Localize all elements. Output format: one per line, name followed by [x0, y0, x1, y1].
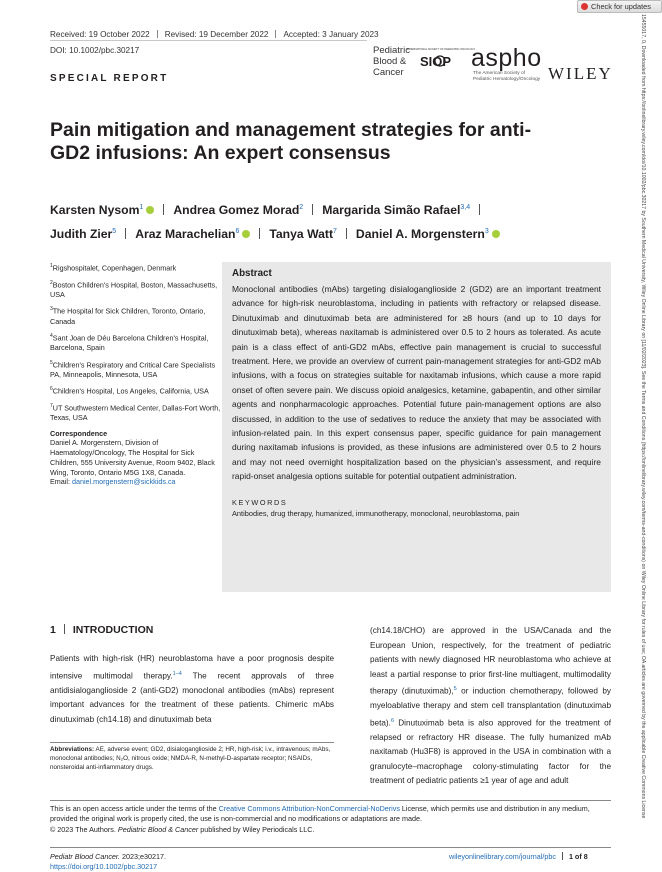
footer-divider	[50, 847, 611, 848]
keywords-heading: KEYWORDS	[232, 497, 288, 507]
received-date: Received: 19 October 2022	[50, 30, 150, 39]
footer-right	[449, 852, 588, 861]
siop-logo-icon	[406, 46, 476, 76]
doi-text: DOI: 10.1002/pbc.30217	[50, 46, 140, 55]
affiliations	[50, 262, 222, 487]
author[interactable]: Karsten Nysom$^1$	[50, 203, 154, 217]
affiliation: $^5$Children's Respiratory and Critical Care Specialists PA, Minneapolis, Minnesota, USA	[50, 359, 216, 379]
abstract-text: Monoclonal antibodies (mAbs) targeting disialoganglioside 2 (GD2) are an important treatment advance for high-risk neuroblastoma, including in patients with refractory or relapsed disease. Dinutuximab and dinutuximab beta are administered for ≥8 hours (and up to 10 days for dinutuximab beta), whereas naxitamab is administered over 0.5 to 2 hours as tolerated. As acute pain is a class effect of anti-GD2 mAbs, effective pain management is crucial to successful treatment. Here, we provide an overview of current pain-management strategies for anti-GD2 mAb infusions, with a focus on strategies suitable for naxitamab infusions, which cause a more rapid onset of often severe pain. We discuss opioid analgesics, ketamine, gabapentin, and other similar agents and nonpharmacologic approaches. Potential future pain-management options are also discussed, in addition to the use of sedatives to reduce the anxiety that may be associated with infusion-related pain. In this expert consensus paper, specific guidance for pain management during naxitamab infusions is provided, as these infusions are administered over 0.5 to 2 hours and may not need overnight hospitalization based on the physician's assessment, and require rapid-onset analgesia options suitable for potential outpatient administration.	[232, 284, 601, 482]
article-title: Pain mitigation and management strategies for anti-GD2 infusions: An expert consensus	[50, 119, 532, 164]
reference-link[interactable]: 1–4	[172, 670, 182, 677]
check-updates-icon	[581, 3, 588, 10]
doi-link[interactable]: https://doi.org/10.1002/pbc.30217	[50, 862, 158, 872]
license-text: This is an open access article under the terms of the Creative Commons Attribution-NonCommercial-NoDerivs License, which permits use and distribution in any medium, provided the original work is properly cited, the use is non-commercial and no modifications or adaptations are made. © 2023 The Authors. Pediatric Blood & Cancer published by Wiley Periodicals LLC.	[50, 804, 590, 834]
page-number: 1 of 8	[568, 852, 588, 861]
abbreviations: Abbreviations: AE, adverse event; GD2, disialoganglioside 2; HR, high-risk; i.v., intravenous; mAbs, monoclonal antibodies; N₂O, nitrous oxide; NMDA-R, N-methyl-D-aspartate receptor; NSAIDs, nonsteroidal anti-inflammatory drugs.	[50, 746, 331, 772]
license-link[interactable]: Creative Commons Attribution-NonCommercial-NoDerivs	[218, 804, 400, 813]
article-type: SPECIAL REPORT	[50, 73, 169, 84]
body-column-right: (ch14.18/CHO) are approved in the USA/Canada and the European Union, respectively, for the treatment of pediatric patients with newly diagnosed HR neuroblastoma who achieve at least a partial response to prior first-line multiagent, multimodality therapy (dinutuximab),$^5$ or induction chemotherapy, followed by myeloablative therapy and stem cell transplantation (dinutuximab beta).$^6$ Dinutuximab beta is also approved for the treatment of relapsed or refractory HR disease. The fully humanized mAb naxitamab (Hu3F8) is approved in the USA in combination with a granulocyte–macrophage colony-stimulating factor for the treatment of pediatric patients ≥1 year of age and adult	[370, 626, 611, 786]
aspho-subtitle: The American Society of Pediatric Hematology/Oncology	[473, 71, 541, 82]
affiliation: $^7$UT Southwestern Medical Center, Dallas-Fort Worth, Texas, USA	[50, 403, 221, 423]
header-divider	[50, 40, 367, 41]
svg-text:SIOP: SIOP	[420, 54, 452, 69]
footer-citation: Pediatr Blood Cancer. 2023;e30217. https://doi.org/10.1002/pbc.30217	[50, 852, 167, 872]
email-link[interactable]: daniel.morgenstern@sickkids.ca	[71, 477, 176, 487]
publisher-logo: WILEY	[548, 64, 613, 83]
affiliation: $^2$Boston Children's Hospital, Boston, Massachusetts, USA	[50, 279, 218, 299]
author[interactable]: Tanya Watt$^7$	[269, 227, 337, 242]
license-divider	[50, 800, 611, 801]
author[interactable]: Daniel A. Morgenstern$^3$	[356, 227, 500, 241]
journal-name: Pediatric Blood & Cancer	[373, 45, 410, 78]
reference-link[interactable]: 5	[453, 686, 457, 692]
aspho-logo: aspho	[471, 44, 542, 72]
check-for-updates-button[interactable]	[577, 0, 662, 13]
abstract-box	[222, 262, 611, 592]
affiliation: $^4$Sant Joan de Déu Barcelona Children's Hospital, Barcelona, Spain	[50, 333, 209, 353]
affiliation: $^3$The Hospital for Sick Children, Toronto, Ontario, Canada	[50, 306, 206, 326]
author[interactable]: Margarida Simão Rafael$^{3,4}$	[322, 203, 471, 218]
correspondence-address: Daniel A. Morgenstern, Division of Haematology/Oncology, The Hospital for Sick Children, 555 University Avenue, Room 9402, Black Wing, Toronto, Ontario M5G 1X8, Canada.	[50, 438, 215, 477]
revised-date: Revised: 19 December 2022	[164, 30, 269, 39]
author[interactable]: Judith Zier$^5$	[50, 227, 117, 242]
journal-url-link[interactable]: wileyonlinelibrary.com/journal/pbc	[449, 852, 556, 861]
author[interactable]: Andrea Gomez Morad$^2$	[173, 203, 304, 218]
orcid-icon[interactable]	[242, 230, 250, 238]
correspondence-heading: Correspondence	[50, 428, 108, 438]
abbreviations-divider	[50, 742, 334, 743]
keywords: Antibodies, drug therapy, humanized, immunotherapy, monoclonal, neuroblastoma, pain	[232, 508, 520, 518]
correspondence-email: Email: daniel.morgenstern@sickkids.ca	[50, 477, 176, 487]
affiliation: $^1$Rigshospitalet, Copenhagen, Denmark	[50, 263, 177, 273]
orcid-icon[interactable]	[492, 230, 500, 238]
section-heading: 1 INTRODUCTION	[50, 624, 154, 636]
author[interactable]: Araz Marachelian$^6$	[135, 227, 250, 241]
download-stamp: 15455017, 0, Downloaded from https://onlinelibrary.wiley.com/doi/10.1002/pbc.30217 by Southern Medical University, Wiley Online Library on [11/02/2023]. See the Terms and Conditions (https://onlinelibrary.wiley.com/terms-and-conditions) on Wiley Online Library for rules of use; OA articles are governed by the applicable Creative Commons License	[640, 14, 646, 819]
body-column-left: Patients with high-risk (HR) neuroblastoma have a poor prognosis despite intensive multimodal therapy.$^{1-4}$ The recent approvals of three antidisialoganglioside 2 (anti-GD2) monoclonal antibodies (mAbs) represent important advances for the treatment of these patients. Chimeric mAbs dinutuximab (ch14.18) and dinutuximab beta	[50, 654, 334, 724]
accepted-date: Accepted: 3 January 2023	[283, 30, 379, 39]
svg-text:INTERNATIONAL SOCIETY OF PAEDI: INTERNATIONAL SOCIETY OF PAEDIATRIC ONCOLOGY	[406, 48, 476, 51]
history-dates	[50, 30, 379, 39]
author-list	[50, 197, 610, 245]
abstract-heading: Abstract	[232, 268, 272, 279]
orcid-icon[interactable]	[146, 206, 154, 214]
check-updates-label: Check for updates	[591, 2, 651, 11]
affiliation: $^6$Children's Hospital, Los Angeles, California, USA	[50, 386, 209, 396]
reference-link[interactable]: 6	[390, 717, 394, 724]
